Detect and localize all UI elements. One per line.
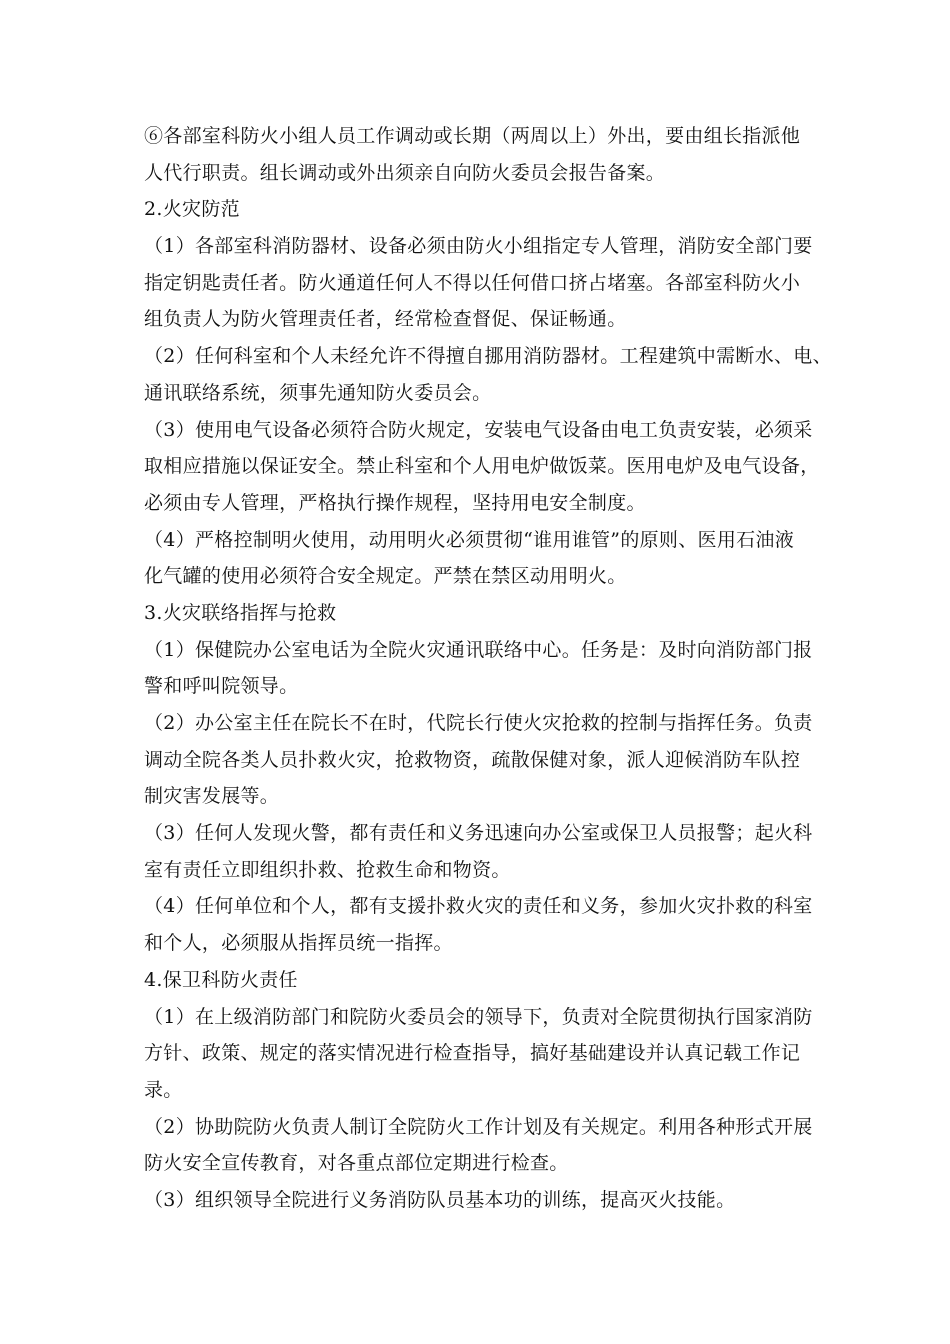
text-line: 人代行职责。组长调动或外出须亲自向防火委员会报告备案。 — [144, 161, 666, 184]
text-line: （2）任何科室和个人未经允许不得擅自挪用消防器材。工程建筑中需断水、电、 — [144, 345, 832, 368]
text-line: 和个人，必须服从指挥员统一指挥。 — [144, 932, 453, 955]
text-line: （3）组织领导全院进行义务消防队员基本功的训练，提高灭火技能。 — [144, 1188, 736, 1211]
text-line: ⑥各部室科防火小组人员工作调动或长期（两周以上）外出，要由组长指派他 — [144, 125, 801, 147]
text-line: 组负责人为防火管理责任者，经常检查督促、保证畅通。 — [144, 308, 627, 331]
text-line: （2）办公室主任在院长不在时，代院长行使火灾抢救的控制与指挥任务。负责 — [144, 712, 813, 734]
text-line: 取相应措施以保证安全。禁止科室和个人用电炉做饭菜。医用电炉及电气设备， — [144, 455, 820, 478]
text-line: 制灾害发展等。 — [144, 785, 280, 808]
text-line: 警和呼叫院领导。 — [144, 675, 299, 698]
document-body — [144, 118, 832, 1219]
text-line: 化气罐的使用必须符合安全规定。严禁在禁区动用明火。 — [144, 565, 627, 588]
text-line: （1）各部室科消防器材、设备必须由防火小组指定专人管理，消防安全部门要 — [144, 235, 813, 258]
text-line: （3）任何人发现火警，都有责任和义务迅速向办公室或保卫人员报警；起火科 — [144, 822, 813, 845]
text-line: 室有责任立即组织扑救、抢救生命和物资。 — [144, 858, 511, 881]
text-line: （2）协助院防火负责人制订全院防火工作计划及有关规定。利用各种形式开展 — [144, 1115, 813, 1138]
text-line: 指定钥匙责任者。防火通道任何人不得以任何借口挤占堵塞。各部室科防火小 — [144, 271, 801, 294]
section-heading: 2.火灾防范 — [144, 198, 240, 221]
text-line: （1）在上级消防部门和院防火委员会的领导下，负责对全院贯彻执行国家消防 — [144, 1005, 813, 1028]
text-line: 通讯联络系统，须事先通知防火委员会。 — [144, 381, 492, 404]
text-line: 防火安全宣传教育，对各重点部位定期进行检查。 — [144, 1152, 569, 1175]
section-heading: 3.火灾联络指挥与抢救 — [144, 601, 337, 624]
section-heading: 4.保卫科防火责任 — [144, 968, 298, 991]
text-line: 录。 — [144, 1078, 183, 1101]
text-line: （4）严格控制明火使用，动用明火必须贯彻“谁用谁管”的原则、医用石油液 — [144, 528, 795, 551]
text-line: 必须由专人管理，严格执行操作规程，坚持用电安全制度。 — [144, 491, 646, 514]
text-line: 方针、政策、规定的落实情况进行检查指导，搞好基础建设并认真记载工作记 — [144, 1042, 801, 1065]
text-line: （4）任何单位和个人，都有支援扑救火灾的责任和义务，参加火灾扑救的科室 — [144, 895, 813, 918]
text-line: （1）保健院办公室电话为全院火灾通讯联络中心。任务是：及时向消防部门报 — [144, 638, 813, 661]
text-line: 调动全院各类人员扑救火灾，抢救物资，疏散保健对象，派人迎候消防车队控 — [144, 748, 801, 771]
text-line: （3）使用电气设备必须符合防火规定，安装电气设备由电工负责安装，必须采 — [144, 418, 813, 441]
